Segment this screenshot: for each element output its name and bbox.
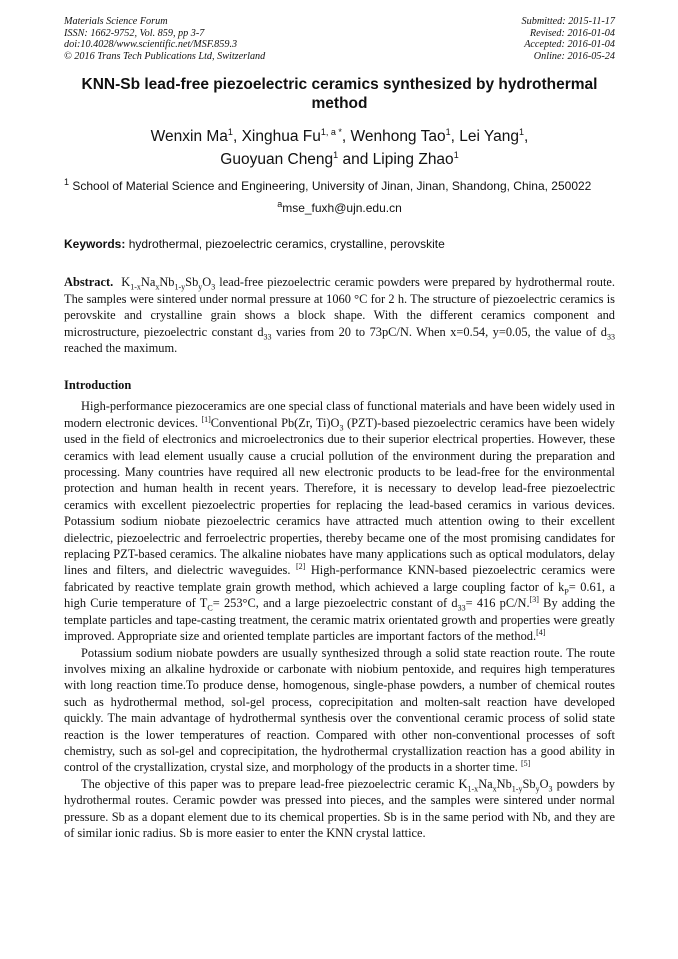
author-affiliation-marker: 1	[333, 150, 339, 161]
text-run: Conventional Pb(Zr, Ti)O	[210, 415, 340, 430]
subscript: x	[492, 784, 497, 794]
abstract-formula	[121, 275, 216, 292]
author-affiliation-marker: 1	[227, 127, 233, 138]
abstract-sub-1: 33	[263, 332, 272, 342]
abstract	[64, 274, 615, 356]
email-marker: a	[277, 199, 283, 210]
author-list	[64, 125, 615, 171]
text-run: Na	[478, 776, 493, 791]
affiliation-marker: 1	[64, 177, 70, 188]
online-date: Online: 2016-05-24	[533, 50, 615, 62]
email-text: mse_fuxh@ujn.edu.cn	[282, 201, 402, 216]
subscript: 33	[457, 603, 466, 613]
text-run: K	[121, 275, 131, 290]
author-separator: ,	[232, 128, 242, 146]
copyright-line: © 2016 Trans Tech Publications Ltd, Switzerland	[64, 50, 266, 62]
subscript: 1-x	[467, 784, 479, 794]
citation-ref[interactable]: [2]	[295, 562, 306, 572]
subscript: 1-y	[174, 282, 186, 292]
abstract-text-3: reached the maximum.	[64, 341, 178, 355]
keywords	[64, 237, 615, 252]
subscript: y	[535, 784, 540, 794]
subscript: 1-x	[130, 282, 141, 292]
text-run: Nb	[496, 776, 512, 791]
author-name: Wenhong Tao	[350, 128, 446, 146]
text-run: The objective of this paper was to prepare lead-free piezoelectric ceramic K	[81, 776, 468, 791]
keywords-text: hydrothermal, piezoelectric ceramics, crystalline, perovskite	[128, 237, 445, 252]
author-name: Lei Yang	[459, 128, 519, 146]
author-affiliation-marker: 1	[453, 150, 459, 161]
corresponding-email[interactable]	[64, 201, 615, 216]
author-line-1	[64, 125, 615, 148]
text-run: Nb	[159, 275, 175, 290]
text-run: High-performance piezoceramics are one special class of functional materials and have been widely used in modern electronic devices.	[64, 399, 615, 430]
subscript: 3	[339, 423, 344, 433]
text-run: By adding the template particles and tape-casting treatment, the ceramic matrix orientated growth and properties were greatly improved. Appropriate size and oriented template particles are important factors of the method.	[64, 596, 615, 644]
text-run: Potassium sodium niobate powders are usually synthesized through a solid state reaction route. The route involves mixing an alkaline hydroxide or carbonate with niobium pentoxide, and requires high temperatures with long reaction time.To produce dense, homogenous, single-phase powders, a number of chemical routes such as hydrothermal method, sol-gel process, coprecipitation and molten-salt reaction have developed quickly. The main advantage of hydrothermal synthesis over the conventional ceramic process of solid state reaction is the lower temperatures of reaction. Compared with other non-conventional processes of soft chemistry, such as sol-gel and coprecipitation, the hydrothermal crystallization reaction has a good ability in control of the crystallization, crystal size, and morphology of the products in a shorter time.	[64, 645, 615, 775]
author-name: Xinghua Fu	[241, 128, 321, 146]
affiliation	[64, 179, 615, 194]
subscript: C	[207, 603, 213, 613]
subscript: P	[564, 587, 569, 597]
text-run: Sb	[522, 776, 536, 791]
abstract-text-1: lead-free piezoelectric ceramic powders were prepared by hydrothermal route. The samples were sintered under normal pressure at 1060 °C for 2 h. The structure of piezoelectric ceramics is perovskite and crystalline grain shows a block shape. With the different ceramics component and microstructure, piezoelectric constant d	[64, 275, 615, 339]
author-separator: ,	[450, 128, 460, 146]
author-line-2	[64, 148, 615, 171]
text-run: = 416 pC/N.	[465, 596, 530, 611]
author-affiliation-marker: 1	[445, 127, 451, 138]
intro-paragraph-1	[64, 398, 615, 644]
subscript: 1-y	[511, 784, 523, 794]
abstract-sub-2: 33	[606, 332, 615, 342]
accepted-date: Accepted: 2016-01-04	[524, 39, 615, 51]
citation-ref[interactable]: [4]	[536, 627, 546, 637]
journal-header	[64, 16, 615, 62]
paper-page	[64, 16, 615, 841]
subscript: y	[198, 282, 203, 292]
author-name: Liping Zhao	[372, 151, 454, 169]
text-run: Sb	[185, 275, 199, 290]
abstract-label: Abstract.	[64, 275, 114, 290]
author-separator: ,	[524, 128, 529, 146]
affiliation-text: School of Material Science and Engineering, University of Jinan, Jinan, Shandong, China, 250022	[72, 179, 592, 194]
citation-ref[interactable]: [3]	[529, 595, 539, 605]
header-right	[522, 16, 615, 62]
author-separator: and	[338, 151, 373, 169]
text-run: = 253°C, and a large piezoelectric constant of d	[212, 596, 458, 611]
abstract-text-2: varies from 20 to 73pC/N. When x=0.54, y=0.05, the value of d	[271, 324, 607, 339]
doi-line: doi:10.4028/www.scientific.net/MSF.859.3	[64, 39, 238, 51]
citation-ref[interactable]: [1]	[201, 414, 211, 424]
intro-paragraph-3	[64, 776, 615, 842]
submitted-date: Submitted: 2015-11-17	[521, 16, 615, 27]
issn-line: ISSN: 1662-9752, Vol. 859, pp 3-7	[64, 27, 205, 39]
journal-name: Materials Science Forum	[64, 16, 168, 27]
revised-date: Revised: 2016-01-04	[529, 27, 615, 39]
text-run: O	[202, 275, 212, 290]
text-run: High-performance KNN-based piezoelectric ceramics were fabricated by reactive template grain growth method, which achieved a large coupling factor of k	[64, 563, 615, 594]
keywords-label: Keywords:	[64, 237, 126, 252]
subscript: x	[155, 282, 160, 292]
paper-title: KNN-Sb lead-free piezoelectric ceramics synthesized by hydrothermal method	[81, 76, 598, 113]
text-run: = 0.61, a high Curie temperature of T	[64, 579, 615, 611]
author-name: Wenxin Ma	[150, 128, 228, 146]
text-run: powders by hydrothermal routes. Ceramic powder was pressed into pieces, and the samples were sintered under normal pressure. Sb as a dopant element due to its chemical properties. Sb is in the same period with Nb, and they are of similar ionic radius. Sb is more easier to enter the KNN crystal lattice.	[64, 776, 615, 840]
subscript: 3	[548, 784, 553, 794]
citation-ref[interactable]: [5]	[520, 759, 531, 769]
intro-paragraph-2	[64, 645, 615, 776]
text-run: (PZT)-based piezoelectric ceramics have been widely used in the field of electronics and microelectronics due to their superior electrical properties. However, these ceramics with lead element usually cause a crucial pollution of the environment during the preparation and processing. Many countries have required all new electronic products to be lead-free for the environmental protection and human health in recent years. Therefore, it is necessary to develop lead-free piezoelectric ceramics with excellent piezoelectric properties for replacing the lead-based ceramics in various devices. Potassium sodium niobate piezoelectric ceramics have attracted much attention owing to their excellent dielectric, piezoelectric and ferroelectric properties, thereby became one of the most promising candidates for replacing PZT-based ceramics. The alkaline niobates have many applications such as optical modulators, delay lines and filters, and dielectric waveguides.	[64, 415, 615, 578]
author-separator: ,	[341, 128, 351, 146]
author-name: Guoyuan Cheng	[220, 151, 334, 169]
subscript: 3	[211, 282, 216, 292]
header-left	[64, 16, 265, 62]
text-run: O	[539, 776, 549, 791]
section-heading-introduction: Introduction	[64, 378, 132, 393]
author-affiliation-marker: 1, a *	[320, 127, 342, 138]
author-affiliation-marker: 1	[518, 127, 524, 138]
text-run: Na	[140, 275, 156, 290]
